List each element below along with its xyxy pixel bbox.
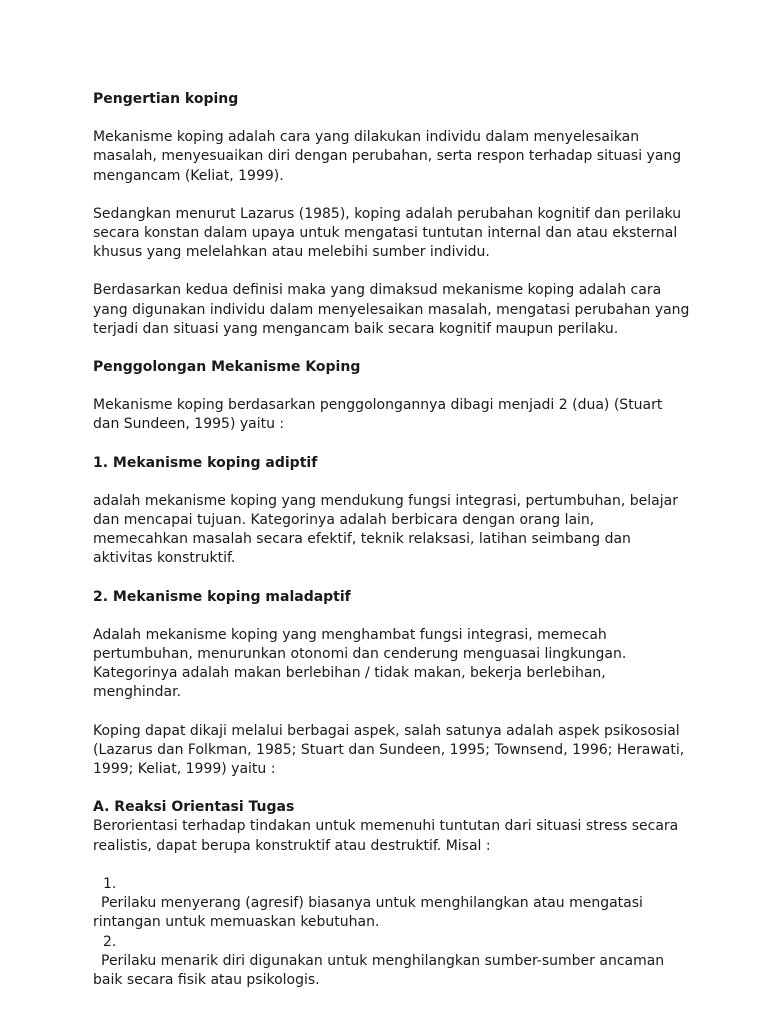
- paragraph-adaptive-coping: adalah mekanisme koping yang mendukung fungsi integrasi, pertumbuhan, belajar dan mencapai tujuan. Kategorinya adalah berbicara dengan orang lain, memecahkan masalah secara efektif, teknik relaksasi, latihan seimbang dan aktivitas konstruktif.: [93, 492, 678, 567]
- section-title-pengertian: Pengertian koping: [93, 91, 239, 107]
- section-title-penggolongan: Penggolongan Mekanisme Koping: [93, 359, 361, 376]
- paragraph-definition-lazarus: Sedangkan menurut Lazarus (1985), koping adalah perubahan kognitif dan perilaku secara konstan dalam upaya untuk mengatasi tuntutan internal dan atau eksternal khusus yang melelahkan atau melebihi sumber individu.: [93, 205, 682, 261]
- list-item-number: 2.: [103, 933, 117, 950]
- paragraph-conclusion: Berdasarkan kedua definisi maka yang dimaksud mekanisme koping adalah cara yang digunakan individu dalam menyelesaikan masalah, mengatasi perubahan yang terjadi dan situasi yang mengancam baik secara kognitif maupun perilaku.: [93, 282, 690, 337]
- paragraph-task-orientation: Berorientasi terhadap tindakan untuk memenuhi tuntutan dari situasi stress secara realistis, dapat berupa konstruktif atau destruktif. Misal :: [93, 818, 679, 854]
- list-item-number: 1.: [103, 875, 117, 892]
- heading-maladaptive-coping: 2. Mekanisme koping maladaptif: [93, 588, 351, 605]
- list-item-aggressive: Perilaku menyerang (agresif) biasanya untuk menghilangkan atau mengatasi rintangan untuk memuaskan kebutuhan.: [93, 895, 643, 931]
- paragraph-maladaptive-coping: Adalah mekanisme koping yang menghambat fungsi integrasi, memecah pertumbuhan, menurunkan otonomi dan cenderung menguasai lingkungan. Kategorinya adalah makan berlebihan / tidak makan, bekerja berlebihan, menghindar.: [93, 626, 627, 701]
- list-item-withdrawal: Perilaku menarik diri digunakan untuk menghilangkan sumber-sumber ancaman baik secara fisik atau psikologis.: [93, 952, 665, 988]
- heading-task-orientation: A. Reaksi Orientasi Tugas: [93, 799, 295, 816]
- paragraph-definition-keliat: Mekanisme koping adalah cara yang dilakukan individu dalam menyelesaikan masalah, menyesuaikan diri dengan perubahan, serta respon terhadap situasi yang mengancam (Keliat, 1999).: [93, 129, 682, 184]
- paragraph-psychosocial-aspect: Koping dapat dikaji melalui berbagai aspek, salah satunya adalah aspek psikososial (Lazarus dan Folkman, 1985; Stuart dan Sundeen, 1995; Townsend, 1996; Herawati, 1999; Keliat, 1999) yaitu :: [93, 722, 685, 778]
- document-page: [93, 90, 693, 990]
- heading-adaptive-coping: 1. Mekanisme koping adiptif: [93, 454, 318, 471]
- paragraph-classification: Mekanisme koping berdasarkan penggolongannya dibagi menjadi 2 (dua) (Stuart dan Sundeen, 1995) yaitu :: [93, 397, 663, 433]
